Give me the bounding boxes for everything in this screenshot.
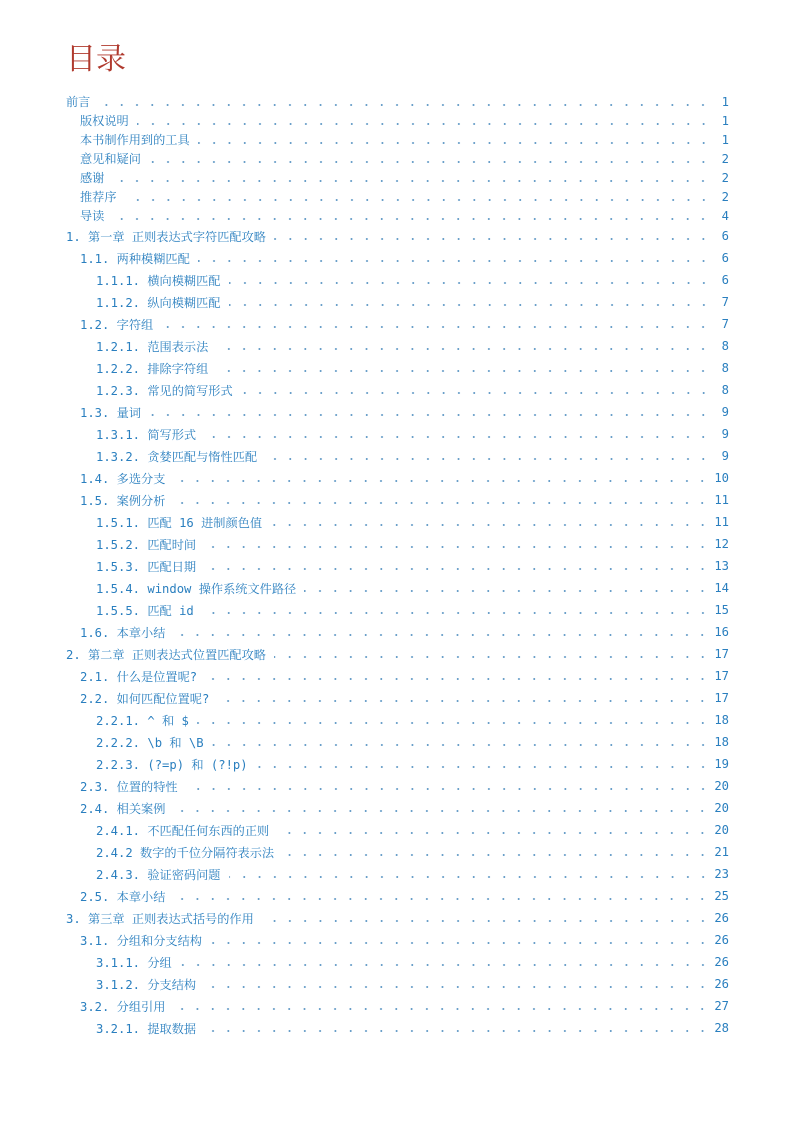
- toc-entry-title: 2. 第二章 正则表达式位置匹配攻略: [66, 647, 266, 662]
- toc-page-number: 23: [714, 867, 729, 881]
- toc-entry-title: 2.4.2 数字的千位分隔符表示法: [96, 845, 275, 860]
- toc-entry[interactable]: [66, 951, 729, 973]
- page-title: 目录: [66, 42, 126, 77]
- toc-entry[interactable]: [66, 973, 729, 995]
- toc-dot-leader: [204, 986, 710, 988]
- toc-page-number: 12: [714, 537, 729, 551]
- toc-entry[interactable]: [66, 291, 729, 313]
- toc-entry[interactable]: [66, 313, 729, 335]
- toc-entry-title: 2.2.1. ^ 和 $: [96, 713, 189, 728]
- toc-page-number: 17: [714, 647, 729, 661]
- toc-page-number: 20: [714, 823, 729, 837]
- toc-dot-leader: [186, 788, 711, 790]
- toc-page-number: 17: [714, 691, 729, 705]
- toc-entry[interactable]: [66, 111, 729, 130]
- toc-entry[interactable]: [66, 885, 729, 907]
- toc-entry[interactable]: [66, 599, 729, 621]
- toc-page-number: 13: [714, 559, 729, 573]
- toc-entry[interactable]: [66, 533, 729, 555]
- toc-dot-leader: [204, 436, 711, 438]
- toc-entry[interactable]: [66, 621, 729, 643]
- toc-dot-leader: [173, 480, 710, 482]
- toc-dot-leader: [205, 678, 710, 680]
- toc-page-number: 4: [721, 208, 729, 223]
- toc-entry[interactable]: [66, 731, 729, 753]
- toc-entry-title: 推荐序: [80, 190, 117, 204]
- toc-entry[interactable]: [66, 775, 729, 797]
- toc-page-number: 8: [721, 383, 729, 397]
- toc-entry[interactable]: [66, 819, 729, 841]
- toc-dot-leader: [277, 832, 710, 834]
- toc-entry-title: 1. 第一章 正则表达式字符匹配攻略: [66, 229, 266, 244]
- toc-dot-leader: [204, 1030, 710, 1032]
- toc-dot-leader: [262, 920, 711, 922]
- toc-page-number: 20: [714, 801, 729, 815]
- toc-entry-title: 1.1.2. 纵向模糊匹配: [96, 295, 221, 310]
- toc-dot-leader: [210, 942, 710, 944]
- toc-page-number: 26: [714, 955, 729, 969]
- toc-entry-title: 1.1.1. 横向模糊匹配: [96, 273, 221, 288]
- toc-dot-leader: [270, 524, 710, 526]
- toc-entry-title: 1.5.5. 匹配 id: [96, 603, 194, 618]
- toc-dot-leader: [217, 700, 710, 702]
- toc-entry-title: 2.3. 位置的特性: [80, 779, 178, 794]
- toc-page-number: 6: [721, 229, 729, 243]
- toc-entry[interactable]: [66, 225, 729, 247]
- toc-entry-title: 3.2.1. 提取数据: [96, 1021, 197, 1036]
- toc-entry[interactable]: [66, 206, 729, 225]
- toc-dot-leader: [98, 104, 711, 106]
- toc-dot-leader: [204, 568, 710, 570]
- toc-entry-title: 1.5. 案例分析: [80, 493, 166, 508]
- toc-entry-title: 1.3. 量词: [80, 405, 142, 420]
- toc-entry[interactable]: [66, 797, 729, 819]
- toc-dot-leader: [149, 161, 711, 163]
- toc-entry[interactable]: [66, 863, 729, 885]
- toc-page-number: 17: [714, 669, 729, 683]
- toc-dot-leader: [282, 854, 710, 856]
- toc-entry[interactable]: [66, 335, 729, 357]
- toc-dot-leader: [229, 876, 711, 878]
- toc-entry-title: 1.4. 多选分支: [80, 471, 166, 486]
- toc-page-number: 2: [721, 170, 729, 185]
- toc-page-number: 18: [714, 735, 729, 749]
- toc-entry-title: 前言: [66, 95, 91, 109]
- toc-dot-leader: [229, 304, 712, 306]
- toc-entry-title: 2.1. 什么是位置呢?: [80, 669, 198, 684]
- toc-page-number: 1: [721, 113, 729, 128]
- toc-dot-leader: [274, 238, 711, 240]
- toc-page-number: 11: [714, 493, 729, 507]
- toc-entry[interactable]: [66, 445, 729, 467]
- toc-dot-leader: [216, 370, 711, 372]
- toc-page-number: 27: [714, 999, 729, 1013]
- toc-dot-leader: [112, 180, 711, 182]
- toc-entry-title: 1.2.1. 范围表示法: [96, 339, 209, 354]
- toc-page-number: 26: [714, 911, 729, 925]
- toc-page-number: 1: [721, 94, 729, 109]
- toc-entry[interactable]: [66, 247, 729, 269]
- toc-page-number: 19: [714, 757, 729, 771]
- toc-page-number: 18: [714, 713, 729, 727]
- toc-dot-leader: [161, 326, 711, 328]
- toc-entry-title: 1.5.3. 匹配日期: [96, 559, 197, 574]
- toc-entry[interactable]: [66, 643, 729, 665]
- toc-entry-title: 1.2. 字符组: [80, 317, 154, 332]
- toc-entry[interactable]: [66, 92, 729, 111]
- toc-dot-leader: [265, 458, 711, 460]
- toc-dot-leader: [112, 218, 711, 220]
- toc-page-number: 6: [721, 251, 729, 265]
- toc-page-number: 11: [714, 515, 729, 529]
- toc-entry[interactable]: [66, 555, 729, 577]
- toc-dot-leader: [197, 722, 710, 724]
- toc-entry[interactable]: [66, 995, 729, 1017]
- toc-entry-title: 3. 第三章 正则表达式括号的作用: [66, 911, 254, 926]
- toc-entry-title: 意见和疑问: [80, 152, 141, 166]
- toc-page-number: 14: [714, 581, 729, 595]
- toc-dot-leader: [202, 612, 711, 614]
- toc-entry-title: 1.5.2. 匹配时间: [96, 537, 197, 552]
- toc-entry[interactable]: [66, 357, 729, 379]
- toc-page-number: 26: [714, 933, 729, 947]
- toc-dot-leader: [204, 546, 710, 548]
- toc-page-number: 6: [721, 273, 729, 287]
- toc-dot-leader: [212, 744, 711, 746]
- toc-page-number: 16: [714, 625, 729, 639]
- toc-entry[interactable]: [66, 687, 729, 709]
- toc-page-number: 7: [721, 295, 729, 309]
- toc-entry-title: 3.1.1. 分组: [96, 955, 172, 970]
- toc-entry-title: 1.5.4. window 操作系统文件路径: [96, 581, 297, 596]
- toc-dot-leader: [216, 348, 711, 350]
- toc-entry[interactable]: [66, 168, 729, 187]
- toc-page-number: 7: [721, 317, 729, 331]
- toc-page-number: 26: [714, 977, 729, 991]
- toc-entry[interactable]: [66, 753, 729, 775]
- toc-entry-title: 3.1.2. 分支结构: [96, 977, 197, 992]
- toc-dot-leader: [198, 142, 711, 144]
- toc-entry-title: 2.2.3. (?=p) 和 (?!p): [96, 757, 248, 772]
- toc-entry-title: 2.4.1. 不匹配任何东西的正则: [96, 823, 270, 838]
- toc-dot-leader: [198, 260, 711, 262]
- toc-dot-leader: [173, 898, 710, 900]
- toc-entry[interactable]: [66, 841, 729, 863]
- toc-entry-title: 2.4.3. 验证密码问题: [96, 867, 221, 882]
- toc-entry-title: 2.2.2. \b 和 \B: [96, 735, 204, 750]
- toc-entry-title: 本书制作用到的工具: [80, 133, 190, 147]
- toc-page-number: 28: [714, 1021, 729, 1035]
- toc-page-number: 1: [721, 132, 729, 147]
- toc-entry[interactable]: [66, 489, 729, 511]
- toc-dot-leader: [137, 123, 711, 125]
- toc-entry[interactable]: [66, 665, 729, 687]
- toc-entry-title: 2.5. 本章小结: [80, 889, 166, 904]
- toc-entry[interactable]: [66, 577, 729, 599]
- toc-page-number: 9: [721, 449, 729, 463]
- toc-page-number: 2: [721, 189, 729, 204]
- toc-dot-leader: [274, 656, 710, 658]
- toc-entry[interactable]: [66, 149, 729, 168]
- table-of-contents: [66, 92, 729, 1039]
- toc-page-number: 9: [721, 405, 729, 419]
- toc-page-number: 8: [721, 361, 729, 375]
- toc-entry-title: 2.4. 相关案例: [80, 801, 166, 816]
- toc-dot-leader: [173, 1008, 710, 1010]
- toc-entry-title: 1.2.2. 排除字符组: [96, 361, 209, 376]
- toc-dot-leader: [173, 502, 710, 504]
- toc-entry[interactable]: [66, 1017, 729, 1039]
- toc-entry-title: 1.2.3. 常见的简写形式: [96, 383, 233, 398]
- toc-page-number: 20: [714, 779, 729, 793]
- toc-entry-title: 版权说明: [80, 114, 129, 128]
- toc-dot-leader: [173, 634, 710, 636]
- toc-dot-leader: [241, 392, 711, 394]
- toc-dot-leader: [229, 282, 712, 284]
- toc-dot-leader: [173, 810, 710, 812]
- toc-page-number: 9: [721, 427, 729, 441]
- toc-page-number: 25: [714, 889, 729, 903]
- toc-dot-leader: [180, 964, 711, 966]
- toc-entry-title: 2.2. 如何匹配位置呢?: [80, 691, 210, 706]
- toc-entry-title: 1.3.2. 贪婪匹配与惰性匹配: [96, 449, 258, 464]
- toc-entry-title: 1.3.1. 简写形式: [96, 427, 197, 442]
- toc-entry-title: 3.2. 分组引用: [80, 999, 166, 1014]
- toc-page-number: 10: [714, 471, 729, 485]
- toc-entry-title: 1.1. 两种模糊匹配: [80, 251, 190, 266]
- toc-entry[interactable]: [66, 187, 729, 206]
- toc-dot-leader: [304, 590, 710, 592]
- toc-entry[interactable]: [66, 269, 729, 291]
- toc-entry-title: 3.1. 分组和分支结构: [80, 933, 202, 948]
- toc-entry[interactable]: [66, 467, 729, 489]
- toc-entry-title: 1.6. 本章小结: [80, 625, 166, 640]
- toc-entry[interactable]: [66, 401, 729, 423]
- toc-dot-leader: [256, 766, 711, 768]
- toc-entry-title: 感谢: [80, 171, 105, 185]
- toc-entry[interactable]: [66, 929, 729, 951]
- toc-page-number: 8: [721, 339, 729, 353]
- toc-entry[interactable]: [66, 907, 729, 929]
- toc-dot-leader: [125, 199, 711, 201]
- toc-page-number: 21: [714, 845, 729, 859]
- toc-entry-title: 导读: [80, 209, 105, 223]
- toc-entry[interactable]: [66, 511, 729, 533]
- toc-dot-leader: [149, 414, 711, 416]
- toc-page-number: 15: [714, 603, 729, 617]
- toc-entry-title: 1.5.1. 匹配 16 进制颜色值: [96, 515, 263, 530]
- toc-entry[interactable]: [66, 709, 729, 731]
- toc-entry[interactable]: [66, 130, 729, 149]
- toc-entry[interactable]: [66, 379, 729, 401]
- toc-page-number: 2: [721, 151, 729, 166]
- toc-entry[interactable]: [66, 423, 729, 445]
